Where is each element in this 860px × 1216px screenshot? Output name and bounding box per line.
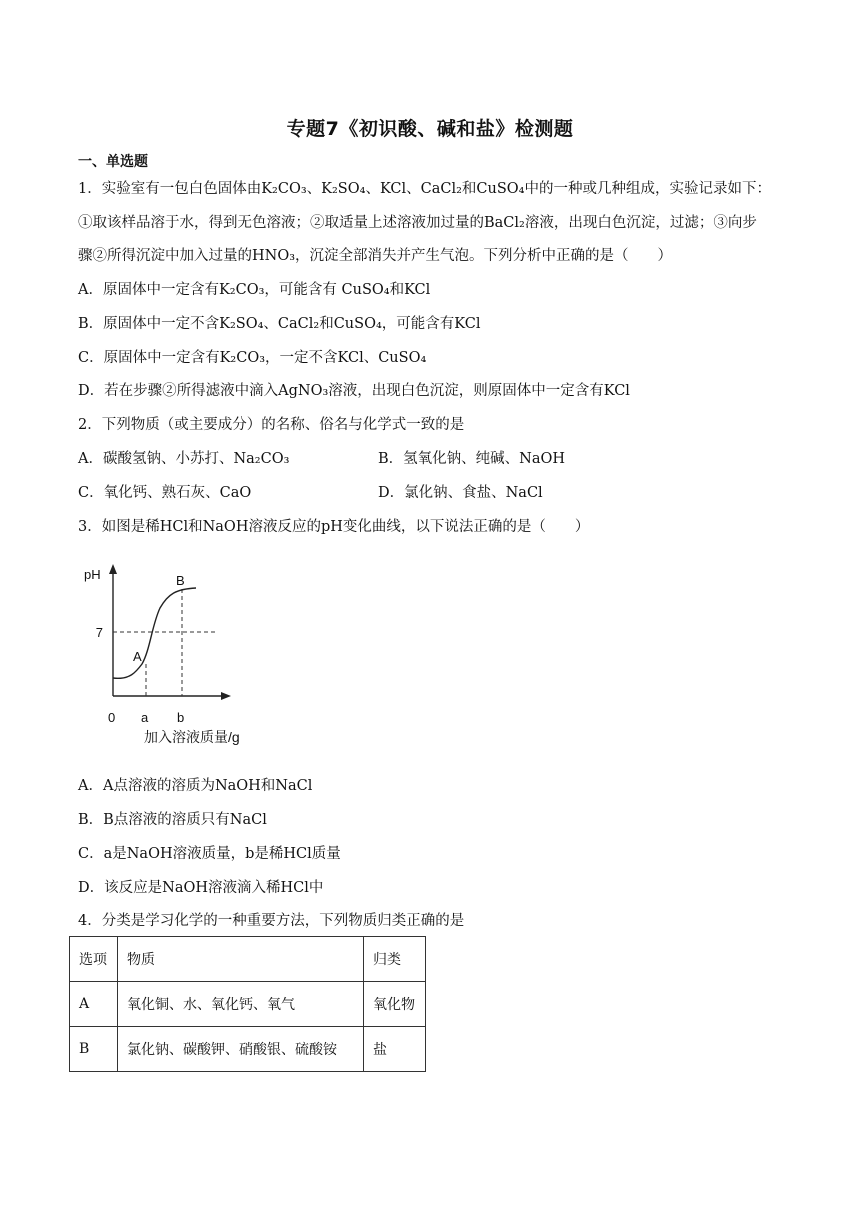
table-cell: A — [70, 982, 118, 1027]
document-title: 专题7《初识酸、碱和盐》检测题 — [286, 118, 574, 140]
header-option: 选项 — [70, 937, 118, 982]
table-cell: 氧化物 — [364, 982, 426, 1027]
point-a-label: A — [133, 649, 142, 664]
q1-stem-line-1: 1．实验室有一包白色固体由K₂CO₃、K₂SO₄、KCl、CaCl₂和CuSO₄中的一种或几种组成，实验记录如下： — [78, 181, 771, 197]
q2-option-c: C．氧化钙、熟石灰、CaO — [78, 485, 252, 501]
q3-option-b: B．B点溶液的溶质只有NaCl — [78, 812, 267, 828]
q1-stem-line-2: ①取该样品溶于水，得到无色溶液；②取适量上述溶液加过量的BaCl₂溶液，出现白色沉淀，过滤；③向步 — [78, 215, 757, 231]
ph-curve-figure — [70, 560, 270, 755]
q1-option-c: C．原固体中一定含有K₂CO₃，一定不含KCl、CuSO₄ — [78, 350, 427, 366]
table-row — [70, 1027, 426, 1072]
q1-option-a: A．原固体中一定含有K₂CO₃，可能含有 CuSO₄和KCl — [78, 282, 431, 298]
ph-curve — [113, 588, 196, 678]
table-cell: B — [70, 1027, 118, 1072]
table-row — [70, 982, 426, 1027]
y-axis-label: pH — [84, 567, 101, 582]
ph7-label: 7 — [95, 625, 103, 640]
y-axis-arrow-icon — [109, 564, 117, 574]
section-heading: 一、单选题 — [78, 154, 148, 170]
q3-option-d: D．该反应是NaOH溶液滴入稀HCl中 — [78, 880, 324, 896]
table-cell: 氯化钠、碳酸钾、硝酸银、硫酸铵 — [118, 1027, 364, 1072]
q2-stem: 2．下列物质（或主要成分）的名称、俗名与化学式一致的是 — [78, 417, 465, 433]
tick-b-label: b — [177, 710, 185, 725]
q2-option-d: D．氯化钠、食盐、NaCl — [378, 485, 543, 501]
x-axis-arrow-icon — [221, 692, 231, 700]
q1-option-b: B．原固体中一定不含K₂SO₄、CaCl₂和CuSO₄，可能含有KCl — [78, 316, 481, 332]
header-substance: 物质 — [118, 937, 364, 982]
q2-option-b: B．氢氧化钠、纯碱、NaOH — [378, 451, 566, 467]
classification-table — [69, 936, 426, 1072]
table-header-row — [70, 937, 426, 982]
tick-a-label: a — [141, 710, 149, 725]
q3-option-a: A．A点溶液的溶质为NaOH和NaCl — [78, 778, 313, 794]
origin-label: 0 — [108, 710, 116, 725]
point-b-label: B — [176, 573, 185, 588]
q4-stem: 4．分类是学习化学的一种重要方法，下列物质归类正确的是 — [78, 913, 465, 929]
q3-option-c: C．a是NaOH溶液质量，b是稀HCl质量 — [78, 846, 341, 862]
header-category: 归类 — [364, 937, 426, 982]
q1-stem-line-3: 骤②所得沉淀中加入过量的HNO₃，沉淀全部消失并产生气泡。下列分析中正确的是（ ） — [78, 248, 673, 264]
q1-option-d: D．若在步骤②所得滤液中滴入AgNO₃溶液，出现白色沉淀，则原固体中一定含有KCl — [78, 383, 630, 399]
x-axis-label: 加入溶液质量/g — [144, 729, 240, 745]
q3-stem: 3．如图是稀HCl和NaOH溶液反应的pH变化曲线，以下说法正确的是（ ） — [78, 519, 590, 535]
table-cell: 氧化铜、水、氧化钙、氧气 — [118, 982, 364, 1027]
table-cell: 盐 — [364, 1027, 426, 1072]
q2-option-a: A．碳酸氢钠、小苏打、Na₂CO₃ — [78, 451, 290, 467]
